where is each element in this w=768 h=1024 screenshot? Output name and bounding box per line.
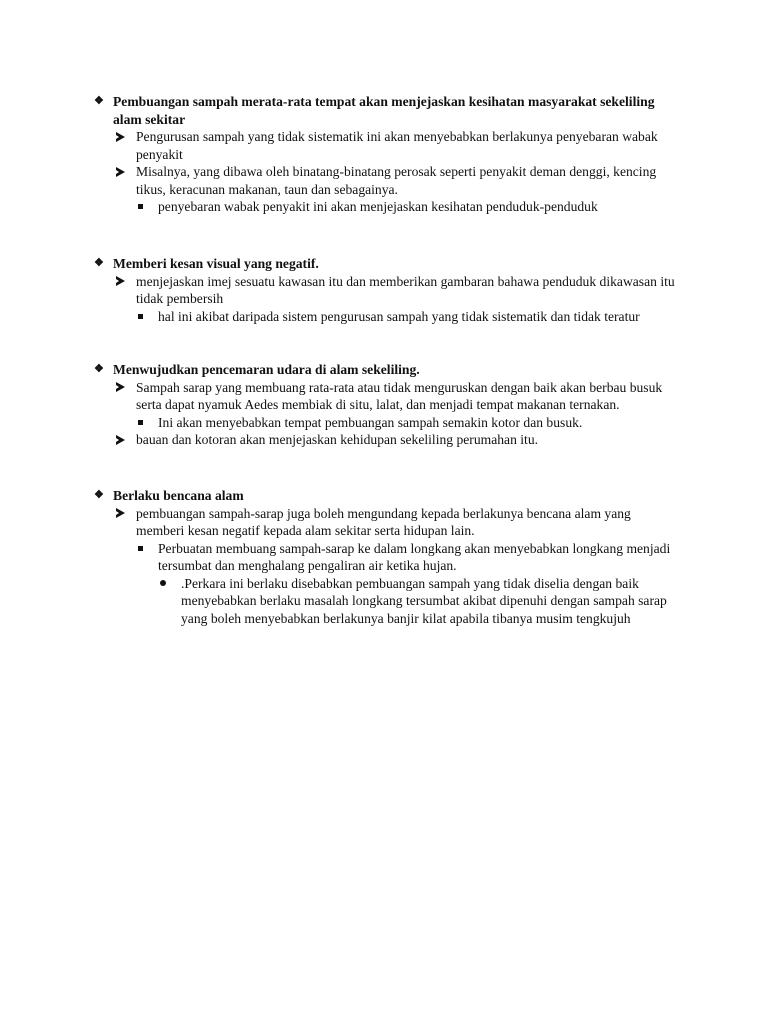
square-bullet-icon (138, 540, 143, 558)
list-item: Pengurusan sampah yang tidak sistematik ini akan menyebabkan berlakunya penyebaran wabak penyakit (0, 128, 768, 163)
arrow-bullet-icon (116, 128, 125, 146)
list-item: penyebaran wabak penyakit ini akan menjejaskan kesihatan penduduk-penduduk (0, 198, 768, 216)
round-bullet-icon (160, 575, 166, 593)
arrow-bullet-icon (116, 505, 125, 523)
arrow-bullet-icon (116, 379, 125, 397)
section-heading: ❖ Pembuangan sampah merata-rata tempat akan menjejaskan kesihatan masyarakat sekeliling alam sekitar (94, 94, 655, 127)
list-item: Misalnya, yang dibawa oleh binatang-binatang perosak seperti penyakit deman denggi, kencing tikus, keracunan makanan, taun dan sebagainya. (0, 163, 768, 198)
diamond-bullet-icon: ❖ (94, 489, 104, 501)
diamond-bullet-icon: ❖ (94, 257, 104, 269)
square-bullet-icon (138, 198, 143, 216)
section-kesan-visual (0, 255, 768, 325)
list-item: Sampah sarap yang membuang rata-rata atau tidak menguruskan dengan baik akan berbau busuk serta dapat nyamuk Aedes membiak di situ, lalat, dan menjadi tempat makanan ternakan. (0, 379, 768, 414)
arrow-bullet-icon (116, 431, 125, 449)
section-heading: ❖ Menwujudkan pencemaran udara di alam sekeliling. (94, 362, 420, 377)
list-item: .Perkara ini berlaku disebabkan pembuangan sampah yang tidak diselia dengan baik menyebabkan berlaku masalah longkang tersumbat akibat dipenuhi dengan sampah sarap yang boleh menyebabkan berlakunya banjir kilat apabila tibanya musim tengkujuh (0, 575, 768, 628)
list-item: Perbuatan membuang sampah-sarap ke dalam longkang akan menyebabkan longkang menjadi tersumbat dan menghalang pengaliran air ketika hujan. (0, 540, 768, 575)
list-item: menjejaskan imej sesuatu kawasan itu dan memberikan gambaran bahawa penduduk dikawasan itu tidak pembersih (0, 273, 768, 308)
list-item: bauan dan kotoran akan menjejaskan kehidupan sekeliling perumahan itu. (0, 431, 768, 449)
square-bullet-icon (138, 308, 143, 326)
section-sampah-kesihatan (0, 93, 768, 216)
section-bencana-alam (0, 487, 768, 627)
square-bullet-icon (138, 414, 143, 432)
arrow-bullet-icon (116, 163, 125, 181)
diamond-bullet-icon: ❖ (94, 363, 104, 375)
list-item: hal ini akibat daripada sistem pengurusan sampah yang tidak sistematik dan tidak teratur (0, 308, 768, 326)
diamond-bullet-icon: ❖ (94, 95, 104, 107)
section-heading: ❖ Berlaku bencana alam (94, 488, 244, 503)
list-item: Ini akan menyebabkan tempat pembuangan sampah semakin kotor dan busuk. (0, 414, 768, 432)
section-heading: ❖ Memberi kesan visual yang negatif. (94, 256, 319, 271)
section-pencemaran-udara (0, 361, 768, 449)
list-item: pembuangan sampah-sarap juga boleh mengundang kepada berlakunya bencana alam yang memberi kesan negatif kepada alam sekitar serta hidupan lain. (0, 505, 768, 540)
arrow-bullet-icon (116, 273, 125, 291)
